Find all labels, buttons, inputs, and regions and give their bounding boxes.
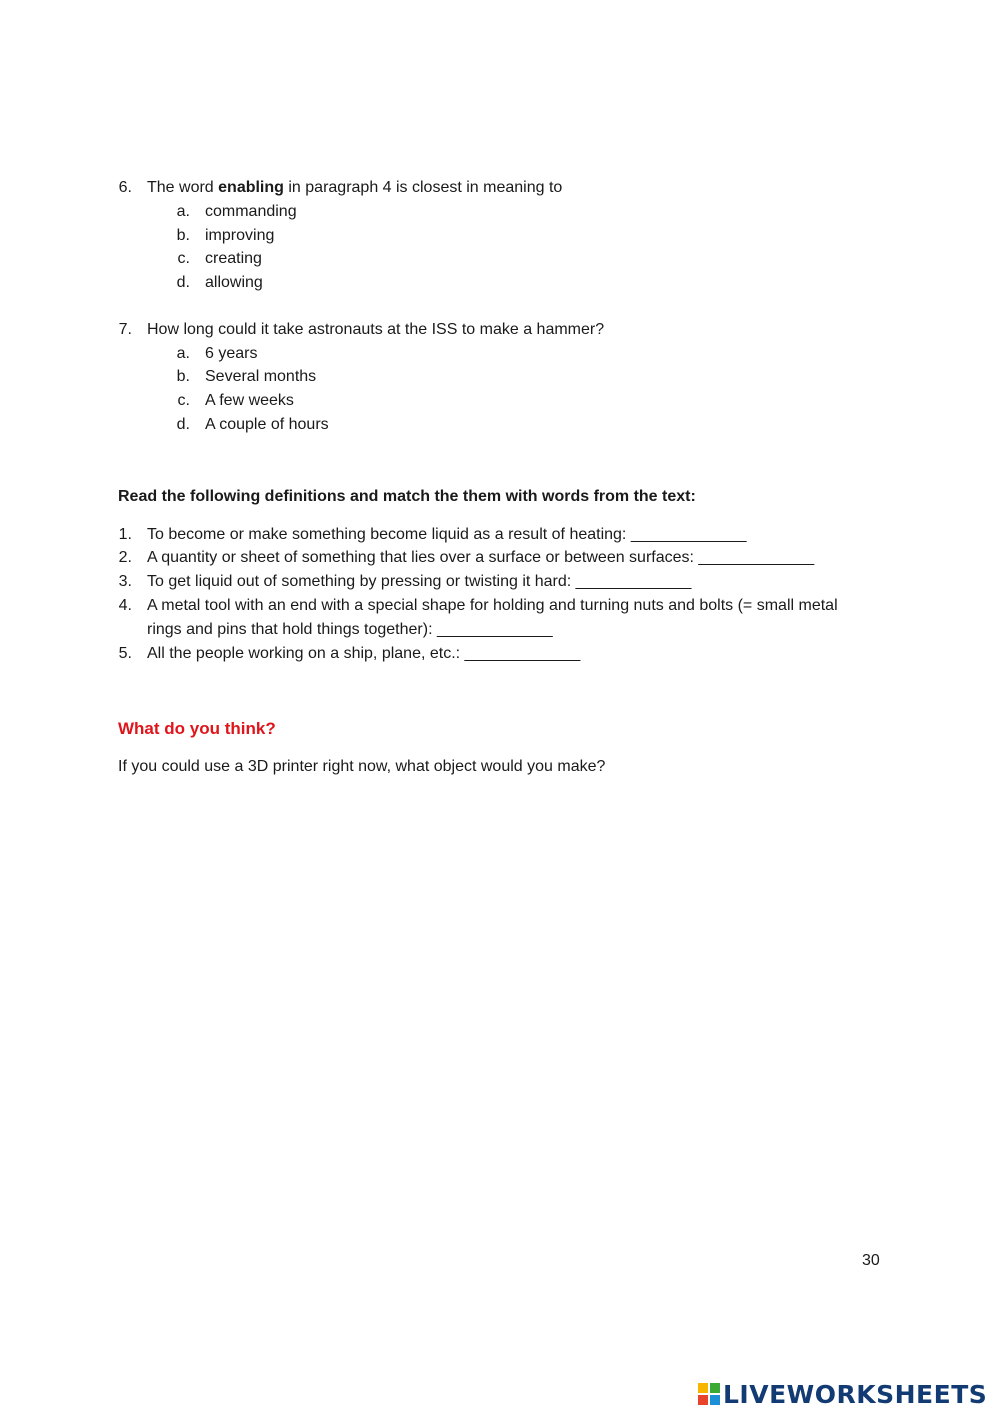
definition-text-continuation: rings and pins that hold things together): _____________: [147, 621, 553, 638]
logo-tile-i: [710, 1383, 720, 1393]
option-text: improving: [205, 227, 275, 244]
option-letter: b.: [176, 368, 190, 385]
option-text: commanding: [205, 203, 297, 220]
definition-text: A metal tool with an end with a special shape for holding and turning nuts and bolts (= small metal: [147, 597, 838, 614]
option-letter: a.: [176, 203, 190, 220]
section-heading: Read the following definitions and match the them with words from the text:: [118, 488, 696, 505]
definition-number: 5.: [118, 645, 132, 662]
definition-number: 3.: [118, 573, 132, 590]
definition-text: To become or make something become liquid as a result of heating: _____________: [147, 526, 747, 543]
option-letter: c.: [177, 392, 190, 409]
definition-text: A quantity or sheet of something that lies over a surface or between surfaces: _____________: [147, 549, 815, 566]
option-letter: d.: [176, 416, 190, 433]
option-text: 6 years: [205, 345, 258, 362]
option-text: Several months: [205, 368, 317, 385]
logo-tile-l: [698, 1383, 708, 1393]
option-letter: a.: [176, 345, 190, 362]
page-number: 30: [862, 1252, 880, 1269]
definition-number: 4.: [118, 597, 132, 614]
question-prefix: The word: [147, 179, 219, 196]
liveworksheets-logo: [698, 1377, 987, 1411]
think-heading: What do you think?: [118, 719, 276, 738]
question-number: 6.: [118, 179, 132, 196]
definition-text: All the people working on a ship, plane, etc.: _____________: [147, 645, 581, 662]
key-word: enabling: [218, 179, 284, 196]
option-letter: d.: [176, 274, 190, 291]
option-letter: c.: [177, 250, 190, 267]
logo-text: LIVEWORKSHEETS: [723, 1379, 988, 1409]
definition-number: 2.: [118, 549, 132, 566]
definition-text: To get liquid out of something by pressing or twisting it hard: _____________: [147, 573, 692, 590]
option-text: allowing: [205, 274, 263, 291]
logo-tile-e: [710, 1395, 720, 1405]
question-suffix: in paragraph 4 is closest in meaning to: [283, 179, 563, 196]
option-text: A couple of hours: [205, 416, 329, 433]
logo-tile-v: [698, 1395, 708, 1405]
question-number: 7.: [118, 321, 132, 338]
definition-number: 1.: [118, 526, 132, 543]
logo-mark-icon: [698, 1383, 720, 1405]
option-letter: b.: [176, 227, 190, 244]
think-question: If you could use a 3D printer right now, what object would you make?: [118, 758, 606, 775]
option-text: A few weeks: [205, 392, 294, 409]
question-text: How long could it take astronauts at the ISS to make a hammer?: [147, 321, 605, 338]
question-text: [147, 177, 562, 199]
option-text: creating: [205, 250, 262, 267]
